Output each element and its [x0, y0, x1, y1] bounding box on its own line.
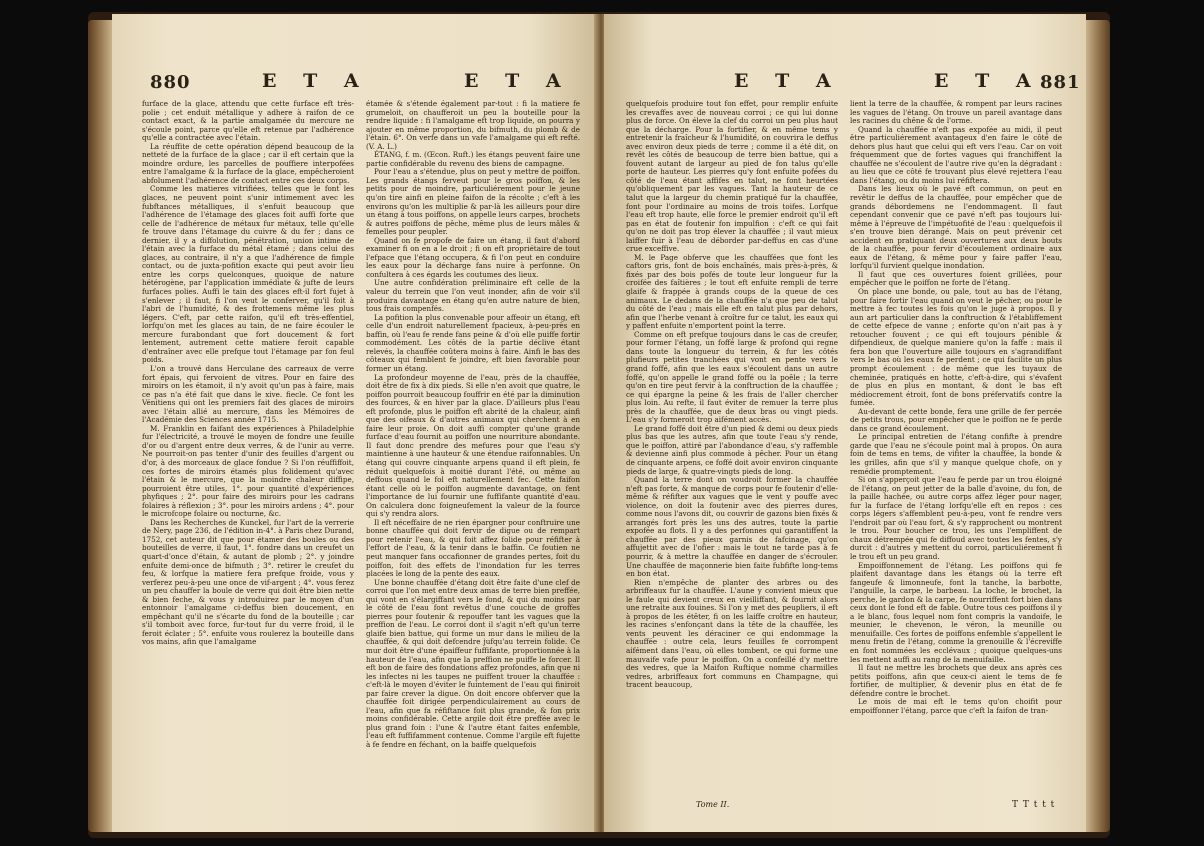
paragraph: Quand on fe propofe de faire un étang, il faut d'abord examiner fi on en a le droit ; fi on eft propriétaire de tout l'efpace que l'étang occupera, & fi l'on peut en conduire les eaux pour la décharge fans nuire à perfonne. On confultera à ces égards les coutumes des lieux. — [366, 235, 580, 279]
volume-footer: Tome II. — [696, 800, 730, 809]
paragraph: Le principal entretien de l'étang confifte à prendre garde que l'eau ne s'écoule point mal à propos. On aura foin de tems en tems, de vifiter la chauffée, la bonde & les grilles, afin que s'il y manque quelque chofe, on y remédie promptement. — [850, 432, 1062, 476]
paragraph: On place une bonde, ou pale, tout au bas de l'étang, pour faire fortir l'eau quand on veut le pêcher, ou pour le mettre à fec toutes les fois qu'on le juge à propos. Il y aun art particulier dans la conftruction & l'établiffement de cette efpece de vanne ; enforte qu'on n'ait pas à y retoucher fouvent ; ce qui eft toujours pénible & difpendieux, de quelque maniere qu'on la faffe : mais il fera bon que l'ouverture aille toujours en s'agrandiffant vers le bas où les eaux fe perdent ; ce qui facilite un plus prompt écoulement : de même que les tuyaux de cheminée, pratiqués en hotte, c'eft-à-dire, qui s'évafent de plus en plus en montant, & dont le bas eft médiocrement étroit, font de bons préfervatifs contre la fumée. — [850, 287, 1062, 408]
paragraph: M. Franklin en faifant des expériences à Philadelphie fur l'électricité, a trouvé le moyen de fondre une feuille d'or ou d'argent entre deux verres, & de l'unir au verre. Ne pourroit-on pas tenter d'unir des feuilles d'argent ou d'or, à des morceaux de glace fondue ? Si l'on réuffiffoit, ces fortes de miroirs étamés plus folidement qu'avec l'étain & le mercure, que la moindre chaleur diffipe, pourroient être utiles, 1°. pour quantité d'expériences phyfiques ; 2°. pour faire des miroirs pour les cadrans folaires à réflexion ; 3°. pour les miroirs ardens ; 4°. pour le microfcope folaire ou nocturne, &c. — [142, 423, 354, 519]
paragraph: Le grand foffé doit être d'un pied & demi ou deux pieds plus bas que les autres, afin que toute l'eau s'y rende, que le poiffon, attiré par l'abondance d'eau, s'y raffemble & devienne ainfi plus commode à pêcher. Pour un étang de cinquante arpens, ce foffé doit avoir environ cinquante pieds de large, & quatre-vingts pieds de long. — [626, 423, 838, 476]
left-page — [112, 14, 598, 832]
page-number-right: 881 — [1040, 72, 1081, 93]
paragraph: Il faut que ces ouvertures foient grillées, pour empêcher que le poiffon ne forte de l'étang. — [850, 269, 1062, 288]
paragraph: Une autre confidération préliminaire eft celle de la valeur du terrein que l'on veut inonder, afin de voir s'il produira davantage en étang qu'en autre nature de bien, tous frais compenfés. — [366, 278, 580, 314]
paragraph: étamée & s'étende également par-tout : fi la matiere fe grumeloit, on chaufferoit un peu la bouteille pour la rendre liquide : fi l'amalgame eft trop liquide, on pourra y ajouter en même proportion, du bifmuth, du plomb & de l'étain. 6°. On verfe dans un vafe l'amalgame qui eft refté. (V. A. L.) — [366, 100, 580, 151]
paragraph: Rien n'empêche de planter des arbres ou des arbriffeaux fur la chauffée. L'aune y convient mieux que le faule qui devient creux en vieilliffant, & fournit alors une retraite aux fouines. Si l'on y met des peupliers, il eft à propos de les étêter, fi on les laiffe croître en hauteur, les racines s'enfonçant dans la tête de la chauffée, les vents peuvent les déraciner ce qui endommage la chauffée : outre cela, leurs feuilles fe corrompent aifément dans l'eau, où elles tombent, ce qui forme une mauvaife vafe pour le poiffon. On a confeillé d'y mettre des vedres, que la Maifon Ruftique nomme charmilles vedres, arbriffeaux fort communs en Champagne, qui tracent beaucoup, — [626, 577, 838, 690]
text-column-2 — [850, 100, 1062, 794]
paragraph: L'on a trouvé dans Herculane des carreaux de verre fort épais, qui fervoient de vitres. Pour en faire des miroirs on les étamoit, il n'y avoit qu'un pas à faire, mais ce pas n'a été fait que dans le xive. fiecle. Ce font les Vénitiens qui ont les premiers fait des glaces de miroirs avec l'étain allié au mercure, dans les Mémoires de l'Académie des Sciences année 1715. — [142, 363, 354, 425]
signature-mark: T T t t t — [1012, 800, 1056, 810]
paragraph: lient la terre de la chauffée, & rompent par leurs racines les vagues de l'étang. On trouve un pareil avantage dans les racines du chêne & de l'orme. — [850, 100, 1062, 126]
paragraph: Une bonne chauffée d'étang doit être faite d'une clef de corroi que l'on met entre deux amas de terre bien preffée, qui vont en s'élargiffant vers le fond, & qui du moins par le côté de l'eau font revêtus d'une couche de groffes pierres pour foutenir & repouffer tant les vagues que la preffion de l'eau. Le corroi dont il s'agit n'eft qu'un terre glaife bien battue, qui forme un mur dans le milieu de la chauffée, & qui doit defcendre jufqu'au terrein folide. Ce mur doit être d'une épaiffeur fuffifante, proportionnée à la hauteur de l'eau, afin que la preffion ne puiffe le forcer. Il eft bon de faire des fondations affez profondes, afin que ni les infectes ni les taupes ne puiffent trouer la chauffée : c'eft-là le moyen d'éviter le fuintement de l'eau qui finiroit par faire crever la digue. On doit encore obferver que la chauffée foit dirigée perpendiculairement au cours de l'eau, afin que fa réfiftance foit plus grande, & fon prix moins confidérable. Cette argile doit être preffée avec le plus grand foin : l'une & l'autre étant faites enfemble, l'eau eft fuffifamment contenue. Comme l'argile eft fujette à fe fendre en féchant, on la baiffe quelquefois — [366, 577, 580, 750]
paragraph: Dans les Recherches de Kunckel, fur l'art de la verrerie de Nery, page 236, de l'édition in-4°. à Paris chez Durand, 1752, cet auteur dit que pour étamer des boules ou des bouteilles de verre, il faut, 1°. fondre dans un creufet un quart-d'once d'étain, & autant de plomb ; 2°. y joindre enfuite demi-once de bifmuth ; 3°. retirer le creufet du feu, & lorfque la matiere fera prefque froide, vous y verferez peu-à-peu une once de vif-argent ; 4°. vous ferez un peu chauffer la boule de verre qui doit être bien nette & bien feche, & vous y introduirez par le moyen d'un entonnoir l'amalgame ci-deffus bien doucement, en empêchant qu'il ne s'écarte du fond de la bouteille ; car s'il tomboit avec force, fur-tout fur du verre froid, il le feroit éclater ; 5°. enfuite vous roulerez la bouteille dans vos mains, afin que l'amalgame — [142, 517, 354, 647]
left-page-edges — [88, 20, 112, 832]
paragraph: Il eft néceffaire de ne rien épargner pour conftruire une bonne chauffée qui doit fervir de digue ou de rempart pour retenir l'eau, & qui foit affez folide pour réfifter à l'effort de l'eau, & la tenir dans le baffin. Ce foutien ne peut manquer fans occafionner de grandes pertes, foit du poiffon, foit des effets de l'inondation fur les terres placées le long de la pente des eaux. — [366, 517, 580, 579]
paragraph: La profondeur moyenne de l'eau, près de la chauffée, doit être de fix à dix pieds. Si elle n'en avoit que quatre, le poiffon pourroit beaucoup fouffrir en été par la diminution des fources, & en hiver par la glace. D'ailleurs plus l'eau eft profonde, plus le poiffon eft abrité de la chaleur, ainfi que des oifeaux & d'autres animaux qui cherchent à en faire leur proie. On doit auffi compter qu'une grande furface d'eau fournit au poiffon une nourriture abondante. Il faut donc prendre des mefures pour que l'eau s'y maintienne à une hauteur & une étendue raifonnables. Un étang qui couvre cinquante arpens quand il eft plein, fe réduit quelquefois à moitié durant l'été, ou même au deffous quand le fol eft naturellement fec. Cette faifon étant celle où le poiffon augmente davantage, on fent l'importance de lui fournir une fuffifante quantité d'eau. On calculera donc foigneufement la valeur de la fource qui s'y rendra alors. — [366, 372, 580, 519]
paragraph: M. le Page obferve que les chauffées que font les caftors gris, font de bois enchaînés, mais près-à-près, & fixés par des bois pofés de toute leur longueur fur la croifée des faîtières ; le tout eft enfuite rempli de terre glaife & frappée à grands coups de la queue de ces animaux. Le dedans de la chauffée n'a que peu de talut du côté de l'eau ; mais elle eft en talut plus par dehors, afin que l'herbe venant à croître fur ce talut, les eaux qui y paffent enfuite n'emportent point la terre. — [626, 252, 838, 331]
running-head-right: E T A — [464, 70, 571, 92]
running-head-left: E T A — [262, 70, 369, 92]
right-page — [604, 14, 1086, 832]
running-head-left: E T A — [734, 70, 841, 92]
text-column-1 — [142, 100, 354, 800]
paragraph: quelquefois produire tout fon effet, pour remplir enfuite les crevaffes avec de nouveau corroi ; ce qui lui donne plus de force. On éleve la clef du corroi un peu plus haut que la décharge. Pour la fortifier, & en même tems y entretenir la fraîcheur & l'humidité, on couvrira le deffus avec environ deux pieds de terre ; comme il a été dit, on revêt les côtés de beaucoup de terre bien battue, qui a fouvent autant de largeur au pied de fon talus qu'elle porte de hauteur. Les pierres qu'y font enfuite pofées du côté de l'eau étant affifes en talut, ne font heurtées qu'obliquement par les vagues. Tant la hauteur de ce talut que la largeur du chemin pratiqué fur la chauffée, font pour l'ordinaire au moins de trois toifes. Lorfque l'eau eft trop haute, elle force le premier endroit qu'il eft pas en état de foutenir fon impulfion : c'eft ce qui fait qu'on ne doit pas trop élever la chauffée ; il vaut mieux laiffer fuir à l'eau de déborder par-deffus en cas d'une crue exceffive. — [626, 100, 838, 254]
page-number-left: 880 — [150, 72, 191, 93]
paragraph: Quand la chauffée n'eft pas expofée au midi, il peut être particuliérement avantageux d'en faire le côté de dehors plus haut que celui qui eft vers l'eau. Car on voit fréquemment que de fortes vagues qui franchiffent la chauffée ne s'écoulent de l'autre rive qu'en la dégradant : au lieu que ce côté fe trouvant plus élevé rejettera l'eau dans l'étang, ou du moins lui réfiftera. — [850, 124, 1062, 185]
paragraph: Pour l'eau a s'étendue, plus on peut y mettre de poiffon. Les grands étangs ferveut pour le gros poiffon, & les petits pour de moindre, particuliérement pour le jeune qu'on tire ainfi en pleine faifon de la récolte ; c'eft à les environs qu'on les multiplie & par-là les ailleurs pour dire un étang à tous poiffons, on appelle leurs carpes, brochets & autres poiffons de pêche, même plus de leurs mâles & femelles pour peupler. — [366, 167, 580, 237]
paragraph: Au-devant de cette bonde, fera une grille de fer percée de petits trous, pour empêcher que le poiffon ne fe perde dans ce grand écoulement. — [850, 406, 1062, 433]
paragraph: Le mois de mai eft le tems qu'on choifit pour empoiffonner l'étang, parce que c'eft la faifon de tran- — [850, 697, 1062, 715]
text-column-1 — [626, 100, 838, 794]
paragraph: Quand la terre dont on voudroit former la chauffée n'eft pas forte, & manque de corps pour fe foutenir d'elle-même & réfifter aux vagues que le vent y pouffe avec violence, on doit la foutenir avec des pierres dures, comme nous l'avons dit, ou couvrir de gazons bien fixés & arrangés fort près les uns des autres, toute la partie expofée au flots. Il y a des perfonnes qui garantiffent la chauffée par des pieux garnis de fafcinage, qu'on affujettit avec de l'ofier : mais le tout ne tarde pas à fe pourrir, & à mettre la chauffée en danger de s'écrouler. Une chauffée de maçonnerie bien faite fubfifte long-tems en bon état. — [626, 475, 838, 579]
paragraph: Il faut ne mettre les brochets que deux ans après ces petits poiffons, afin que ceux-ci aient le tems de fe fortifier, de multiplier, & devenir plus en état de fe défendre contre le brochet. — [850, 663, 1062, 698]
paragraph: La pofition la plus convenable pour affeoir un étang, eft celle d'un endroit naturellement fpacieux, à-peu-près en baffin, où l'eau fe rende fans peine & d'où elle puiffe fortir commodément. Les côtés de la partie déclive étant relevés, la chauffée coûtera moins à faire. Ainfi le bas des côteaux qui femblent fe joindre, eft bien favorable pour former un étang. — [366, 312, 580, 373]
text-column-2 — [366, 100, 580, 800]
paragraph: Si on s'apperçoit que l'eau fe perde par un trou éloigné de l'étang, on peut jetter de la balle d'avoine, du fon, de la paille hachée, ou autre corps affez léger pour nager, fur la furface de l'étang lorfqu'elle eft en repos : ces corps légers s'affemblent peu-à-peu, vont fe rendre vers l'endroit par où l'eau fort, & s'y rapprochent ou montrent le trou. Pour boucher ce trou, les uns l'empliffent de chaux détrempée qui fe diffoud avec toutes les fentes, s'y durcit : d'autres y mettent du corroi, particuliérement fi le trou eft un peu grand. — [850, 475, 1062, 561]
paragraph: furface de la glace, attendu que cette furface eft très-polie ; cet enduit métallique y adhere à raifon de ce contact exact, & la partie amalgamée du mercure ne s'écoule point, parce qu'elle eft retenue par l'adhérence qu'elle a contractée avec l'étain. — [142, 100, 354, 143]
paragraph: Comme on eft prefque toujours dans le cas de creufer, pour former l'étang, un foffé large & profond qui regne dans toute la longueur du terrein, & fur les côtés plufieurs petites tranchées qui vont en pente vers le grand foffé, afin que les eaux s'écoulent dans un autre foffé, qu'on appelle le grand foffé ou la poêle ; la terre qu'on en tire peut fervir à la conftruction de la chauffée ; ce qui épargne la peine & les frais de l'aller chercher plus loin. Au refte, il faut éviter de remuer la terre plus près de la chauffée, que de deux bras ou vingt pieds. L'eau s'y formeroit trop aifément accès. — [626, 329, 838, 425]
running-head-right: E T A — [934, 70, 1041, 92]
paragraph: La réuffite de cette opération dépend beaucoup de la netteté de la furface de la glace ; car il eft certain que la moindre ordure, les parcelles de pouffiere interpofées entre l'amalgame & la furface de la glace, empêcheroient abfolument l'adhérence de contact entre ces deux corps. — [142, 141, 354, 185]
paragraph: Empoiffonnement de l'étang. Les poiffons qui fe plaifent davantage dans les étangs où la terre eft fangeufe & limonneufe, font la tanche, la barbotte, l'anguille, la carpe, le barbeau. La loche, le brochet, la perche, le gardon & la carpe, fe nourriffent fort bien dans ceux dont le fond eft de fable. Outre tous ces poiffons il y a le blanc, fous lequel nom font compris la vandoife, le meunier, le chevenon, le véron, la meunille ou menuifaille. Ces fortes de poiffons enfemble s'appellent le menu fretin de l'étang, comme la grenouille & l'écreviffe en font nommées les ecclévaux ; quoique quelques-uns les mettent auffi au rang de la menuifaille. — [850, 560, 1062, 664]
right-page-edges — [1086, 20, 1110, 832]
paragraph: ÉTANG, f. m. (Œcon. Ruft.) les étangs peuvent faire une partie confidérable du revenu des biens de campagne. — [366, 150, 580, 168]
paragraph: Comme les matieres vitrifiées, telles que le font les glaces, ne peuvent point s'unir intimement avec les fubftances métalliques, il s'enfuit beaucoup que l'adhérence de l'étamage des glaces foit auffi forte que celle de l'adhérence de métaux fur métaux, telle qu'elle fe trouve dans l'étamage du cuivre & du fer ; dans ce dernier, il y a diffolution, pénétration, union intime de l'étain avec la furface du métal étamé ; dans celui des glaces, au contraire, il n'y a que l'adhérence de fimple contact, ou de juxta-pofition exacte qui peut avoir lieu entre les corps quelconques, quoique de nature hétérogène, par l'application immédiate & jufte de leurs furfaces polies. Auffi le tain des glaces eft-il fort fujet à s'enlever ; il faut, fi l'on veut le conferver, qu'il foit à l'abri de l'humidité, & des frottemens même les plus légers. C'eft, par cette raifon, qu'il eft très-effentiel, lorfqu'on met les glaces au tain, de ne faire écouler le mercure furabondant que fort doucement & fort lentement, autrement cette matiere feroit capable d'entraîner avec elle prefque tout l'étamage par fon feul poids. — [142, 184, 354, 365]
paragraph: Dans les lieux où le pavé eft commun, on peut en revêtir le deffus de la chauffée, pour empêcher que de grands débordemens ne l'endommagent. Il faut cependant convenir que ce pavé n'eft pas toujours lui-même à l'épreuve de l'impétuofité de l'eau : quelquefois il s'en trouve bien dérangé. Mais on peut prévenir cet accident en pratiquant deux ouvertures aux deux bouts de la chauffée, pour fervir d'écoulement ordinaire aux eaux de l'étang, & même pour y faire paffer l'eau, lorfqu'il furvient quelque inondation. — [850, 184, 1062, 271]
